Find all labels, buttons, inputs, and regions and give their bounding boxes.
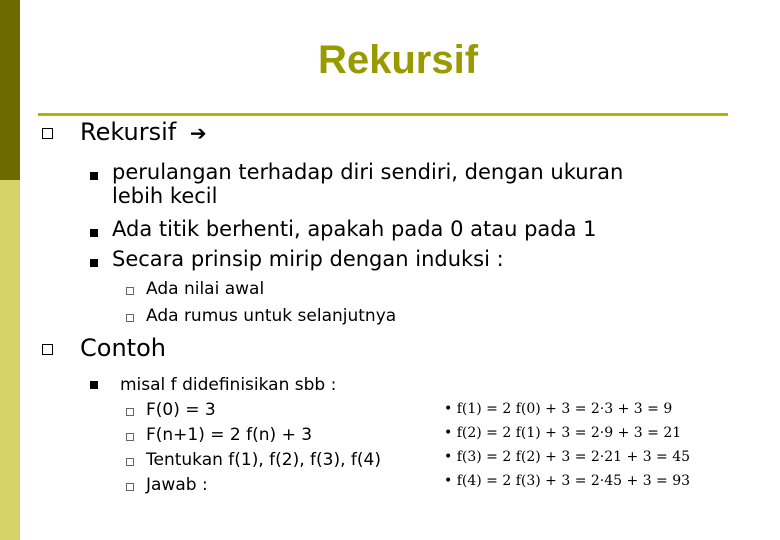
bullet-titik-berhenti: Ada titik berhenti, apakah pada 0 atau pada 1 xyxy=(112,217,597,241)
bullet-rumus-selanjutnya: Ada rumus untuk selanjutnya xyxy=(146,306,397,326)
hollow-square-bullet-icon xyxy=(126,287,134,295)
slide-title xyxy=(0,38,780,83)
bullet-perulangan xyxy=(112,160,623,208)
square-bullet-icon xyxy=(42,128,53,139)
answer-f1: • f(1) = 2 f(0) + 3 = 2·3 + 3 = 9 xyxy=(444,401,673,417)
bullet-fn: F(n+1) = 2 f(n) + 3 xyxy=(146,425,313,445)
filled-square-bullet-icon xyxy=(90,259,98,267)
bullet-f0: F(0) = 3 xyxy=(146,400,216,420)
hollow-square-bullet-icon xyxy=(126,483,134,491)
filled-square-bullet-icon xyxy=(90,381,98,389)
bullet-tentukan: Tentukan f(1), f(2), f(3), f(4) xyxy=(146,450,381,470)
bullet-perulangan-line2: lebih kecil xyxy=(112,184,218,208)
bullet-nilai-awal: Ada nilai awal xyxy=(146,279,265,299)
bullet-misal: misal f didefinisikan sbb : xyxy=(120,375,337,395)
filled-square-bullet-icon xyxy=(90,229,98,237)
left-accent-bar-light xyxy=(0,180,20,540)
hollow-square-bullet-icon xyxy=(126,314,134,322)
bullet-perulangan-line1: perulangan terhadap diri sendiri, dengan ukuran xyxy=(112,160,624,184)
slide-title-text: Rekursif xyxy=(317,38,479,82)
answer-f2: • f(2) = 2 f(1) + 3 = 2·9 + 3 = 21 xyxy=(444,425,682,441)
filled-square-bullet-icon xyxy=(90,172,98,180)
bullet-rekursif-text: Rekursif xyxy=(80,118,177,146)
hollow-square-bullet-icon xyxy=(126,408,134,416)
left-accent-bar-dark xyxy=(0,0,20,180)
bullet-rekursif xyxy=(80,118,207,146)
answer-f4: • f(4) = 2 f(3) + 3 = 2·45 + 3 = 93 xyxy=(444,473,691,489)
bullet-prinsip-induksi: Secara prinsip mirip dengan induksi : xyxy=(112,247,504,271)
title-divider xyxy=(38,113,728,116)
square-bullet-icon xyxy=(42,344,53,355)
answer-f3: • f(3) = 2 f(2) + 3 = 2·21 + 3 = 45 xyxy=(444,449,691,465)
hollow-square-bullet-icon xyxy=(126,458,134,466)
hollow-square-bullet-icon xyxy=(126,433,134,441)
bullet-contoh: Contoh xyxy=(80,334,166,362)
bullet-jawab: Jawab : xyxy=(146,475,208,495)
right-arrow-icon: ➔ xyxy=(189,121,207,145)
